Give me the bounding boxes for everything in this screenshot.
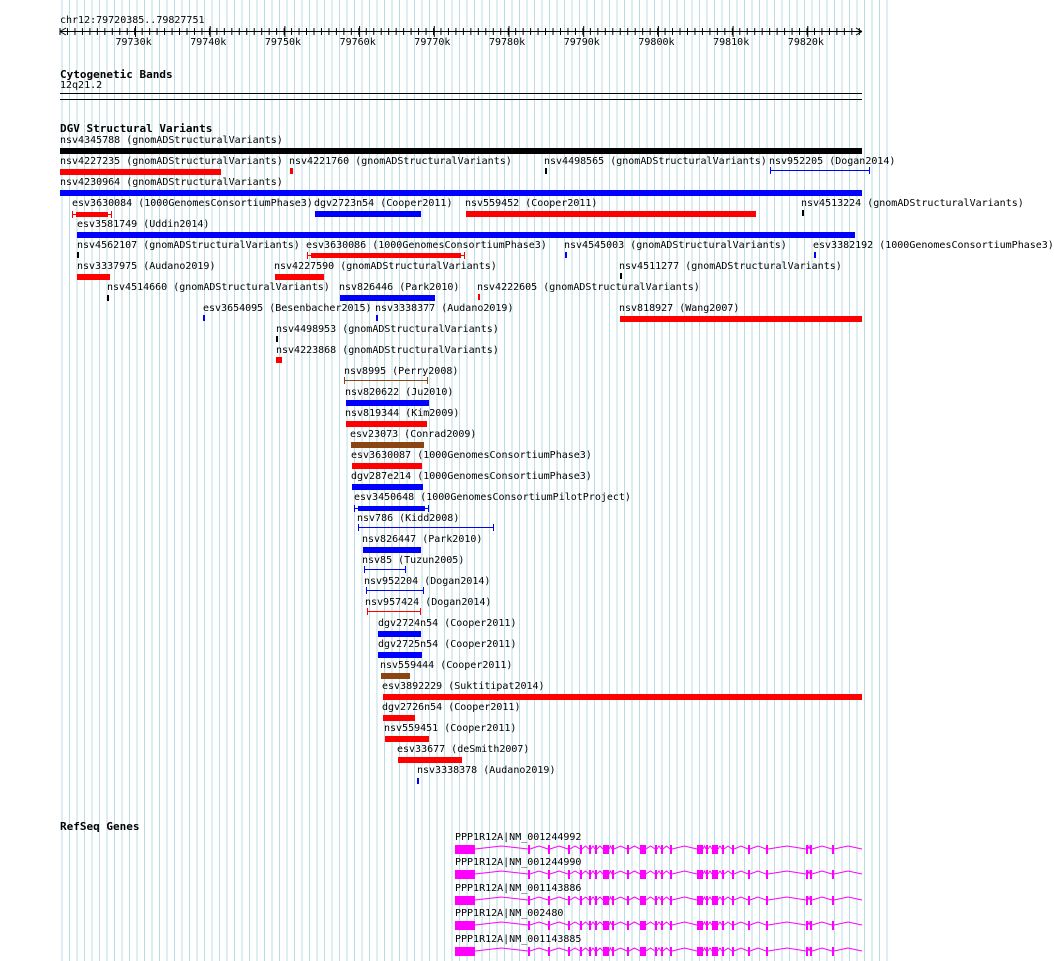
sv-label-esv3630087[interactable]: esv3630087 (1000GenomesConsortiumPhase3) [351, 450, 592, 461]
sv-span-end-nsv8995[interactable] [427, 377, 428, 384]
cytoband-line-bottom [60, 99, 862, 100]
sv-mark-nsv4498565[interactable] [545, 168, 547, 174]
sv-label-nsv819344[interactable]: nsv819344 (Kim2009) [345, 408, 460, 419]
sv-label-nsv818927[interactable]: nsv818927 (Wang2007) [619, 303, 740, 314]
exon-block [627, 845, 629, 854]
exon-block [568, 845, 570, 854]
exon-block [722, 947, 724, 956]
exon-block [748, 896, 750, 905]
exon-block [589, 845, 591, 854]
ruler-tick-label: 79820k [787, 37, 824, 48]
sv-bar-nsv559452[interactable] [466, 211, 756, 217]
exon-block [528, 845, 530, 854]
sv-label-nsv3338377[interactable]: nsv3338377 (Audano2019) [375, 303, 514, 314]
ruler-tick-label: 79750k [264, 37, 302, 48]
sv-span-nsv957424[interactable] [367, 611, 421, 612]
exon-block [670, 921, 672, 930]
sv-bar-nsv4227235[interactable] [60, 169, 221, 175]
exon-block [722, 845, 724, 854]
exon-block [766, 921, 768, 930]
exon-block [627, 921, 629, 930]
sv-label-nsv4511277[interactable]: nsv4511277 (gnomADStructuralVariants) [619, 261, 842, 272]
exon-block [722, 870, 724, 879]
sv-label-nsv8995[interactable]: nsv8995 (Perry2008) [344, 366, 459, 377]
sv-label-nsv3337975[interactable]: nsv3337975 (Audano2019) [77, 261, 216, 272]
sv-span-end-nsv85[interactable] [405, 566, 406, 573]
exon-block [568, 921, 570, 930]
exon-block [568, 947, 570, 956]
intron-line [475, 897, 862, 900]
sv-bar-nsv4223868[interactable] [276, 357, 282, 363]
exon-block [712, 845, 718, 854]
exon-block [580, 870, 582, 879]
sv-bar-esv3892229[interactable] [383, 694, 862, 700]
sv-bar-nsv4230964[interactable] [60, 190, 862, 196]
exon-block [661, 896, 663, 905]
utr-block [455, 896, 475, 905]
ruler-tick-label: 79730k [115, 37, 152, 48]
exon-block [528, 896, 530, 905]
sv-mark-esv3382192[interactable] [814, 252, 816, 258]
exon-block [732, 845, 734, 854]
position-ruler[interactable] [0, 26, 890, 48]
exon-block [612, 947, 614, 956]
exon-block [706, 870, 708, 879]
sv-span-end-nsv786[interactable] [493, 524, 494, 531]
transcript-label[interactable]: PPP1R12A|NM_001143886 [455, 882, 582, 894]
exon-block [806, 921, 808, 930]
utr-block [455, 921, 475, 930]
exon-block [832, 947, 834, 956]
transcript-label[interactable]: PPP1R12A|NM_001143885 [455, 933, 582, 945]
exon-block [732, 947, 734, 956]
exon-block [595, 870, 597, 879]
sv-label-nsv4498953[interactable]: nsv4498953 (gnomADStructuralVariants) [276, 324, 499, 335]
sv-mark-nsv4511277[interactable] [620, 273, 622, 279]
sv-mark-nsv4514660[interactable] [107, 295, 109, 301]
exon-block [810, 947, 812, 956]
exon-block [603, 896, 609, 905]
exon-block [832, 921, 834, 930]
sv-span-start-nsv85[interactable] [364, 566, 365, 573]
sv-bar-nsv559451[interactable] [385, 736, 429, 742]
sv-label-esv3630086[interactable]: esv3630086 (1000GenomesConsortiumPhase3) [306, 240, 547, 251]
exon-block [580, 896, 582, 905]
sv-label-esv3654095[interactable]: esv3654095 (Besenbacher2015) [203, 303, 372, 314]
exon-block [528, 921, 530, 930]
exon-block [595, 896, 597, 905]
utr-block [455, 947, 475, 956]
sv-bar-dgv2725n54[interactable] [378, 652, 422, 658]
sv-span-nsv85[interactable] [364, 569, 406, 570]
sv-label-nsv85[interactable]: nsv85 (Tuzun2005) [362, 555, 465, 566]
exon-block [766, 896, 768, 905]
exon-block [603, 845, 609, 854]
transcript-model[interactable] [0, 844, 890, 856]
sv-label-nsv957424[interactable]: nsv957424 (Dogan2014) [365, 597, 492, 608]
ruler-tick-label: 79780k [489, 37, 526, 48]
exon-block [580, 921, 582, 930]
exon-block [712, 870, 718, 879]
utr-block [455, 870, 475, 879]
dgv-track-title: DGV Structural Variants [60, 122, 213, 135]
exon-block [810, 921, 812, 930]
exon-block [810, 845, 812, 854]
sv-label-dgv2723n54[interactable]: dgv2723n54 (Cooper2011) [314, 198, 453, 209]
sv-label-nsv4222605[interactable]: nsv4222605 (gnomADStructuralVariants) [477, 282, 700, 293]
transcript-label[interactable]: PPP1R12A|NM_002480 [455, 908, 564, 920]
ruler-tick-label: 79790k [563, 37, 600, 48]
ruler-tick-label: 79770k [414, 37, 451, 48]
sv-label-dgv2726n54[interactable]: dgv2726n54 (Cooper2011) [382, 702, 521, 713]
exon-block [548, 845, 550, 854]
sv-span-start-nsv786[interactable] [358, 524, 359, 531]
exon-block [580, 845, 582, 854]
exon-block [832, 896, 834, 905]
exon-block [697, 870, 703, 879]
sv-label-nsv786[interactable]: nsv786 (Kidd2008) [357, 513, 460, 524]
sv-bar-esv3630086[interactable] [311, 253, 461, 258]
sv-label-nsv4498565[interactable]: nsv4498565 (gnomADStructuralVariants) [544, 156, 767, 167]
exon-block [528, 947, 530, 956]
sv-span-end-nsv952204[interactable] [423, 587, 424, 594]
exon-block [806, 947, 808, 956]
exon-block [697, 947, 703, 956]
exon-block [640, 896, 646, 905]
exon-block [655, 921, 657, 930]
sv-label-nsv952205[interactable]: nsv952205 (Dogan2014) [769, 156, 896, 167]
exon-block [697, 921, 703, 930]
intron-line [475, 846, 862, 849]
exon-block [766, 870, 768, 879]
sv-label-nsv4513224[interactable]: nsv4513224 (gnomADStructuralVariants) [801, 198, 1024, 209]
exon-block [655, 896, 657, 905]
exon-block [627, 870, 629, 879]
sv-label-nsv820622[interactable]: nsv820622 (Ju2010) [345, 387, 454, 398]
exon-block [810, 896, 812, 905]
sv-label-nsv4227590[interactable]: nsv4227590 (gnomADStructuralVariants) [274, 261, 497, 272]
exon-block [612, 845, 614, 854]
exon-block [748, 845, 750, 854]
exon-block [748, 870, 750, 879]
exon-block [640, 870, 646, 879]
sv-label-nsv4221760[interactable]: nsv4221760 (gnomADStructuralVariants) [289, 156, 512, 167]
exon-block [603, 870, 609, 879]
sv-mark-nsv4513224[interactable] [802, 210, 804, 216]
exon-block [595, 947, 597, 956]
exon-block [697, 896, 703, 905]
sv-span-nsv952204[interactable] [366, 590, 424, 591]
sv-label-dgv2725n54[interactable]: dgv2725n54 (Cooper2011) [378, 639, 517, 650]
exon-block [722, 921, 724, 930]
sv-bar-esv3630087[interactable] [352, 463, 422, 469]
sv-label-nsv559451[interactable]: nsv559451 (Cooper2011) [384, 723, 517, 734]
exon-block [661, 947, 663, 956]
sv-bar-nsv826446[interactable] [340, 295, 435, 301]
sv-span-start-esv3630084[interactable] [72, 211, 73, 218]
exon-block [548, 921, 550, 930]
sv-mark-nsv4498953[interactable] [276, 336, 278, 342]
sv-bar-nsv820622[interactable] [346, 400, 429, 406]
exon-block [766, 947, 768, 956]
exon-block [595, 921, 597, 930]
sv-label-nsv4562107[interactable]: nsv4562107 (gnomADStructuralVariants) [77, 240, 300, 251]
exon-block [655, 870, 657, 879]
sv-bar-dgv2726n54[interactable] [383, 715, 415, 721]
sv-label-nsv4514660[interactable]: nsv4514660 (gnomADStructuralVariants) [107, 282, 330, 293]
sv-label-nsv826447[interactable]: nsv826447 (Park2010) [362, 534, 483, 545]
exon-block [748, 947, 750, 956]
exon-block [589, 896, 591, 905]
exon-block [712, 921, 718, 930]
transcript-model[interactable] [0, 946, 890, 958]
exon-block [661, 845, 663, 854]
ruler-tick-label: 79800k [638, 37, 675, 48]
sv-span-nsv786[interactable] [358, 527, 494, 528]
sv-label-nsv559444[interactable]: nsv559444 (Cooper2011) [380, 660, 513, 671]
sv-label-esv3581749[interactable]: esv3581749 (Uddin2014) [77, 219, 210, 230]
exon-block [589, 870, 591, 879]
exon-block [722, 896, 724, 905]
refseq-track-title: RefSeq Genes [60, 820, 140, 833]
sv-span-nsv952205[interactable] [770, 170, 870, 171]
sv-label-esv3630084[interactable]: esv3630084 (1000GenomesConsortiumPhase3) [72, 198, 313, 209]
exon-block [568, 870, 570, 879]
sv-span-end-nsv952205[interactable] [869, 167, 870, 174]
exon-block [595, 845, 597, 854]
sv-bar-nsv826447[interactable] [363, 547, 421, 553]
exon-block [589, 921, 591, 930]
ruler-tick-label: 79760k [339, 37, 376, 48]
sv-bar-nsv819344[interactable] [346, 421, 427, 427]
exon-block [732, 870, 734, 879]
exon-block [655, 947, 657, 956]
intron-line [475, 922, 862, 925]
exon-block [712, 947, 718, 956]
exon-block [732, 921, 734, 930]
exon-block [528, 870, 530, 879]
sv-bar-nsv3337975[interactable] [77, 274, 110, 280]
sv-bar-esv33677[interactable] [398, 757, 462, 763]
sv-span-start-nsv8995[interactable] [344, 377, 345, 384]
exon-block [589, 947, 591, 956]
exon-block [748, 921, 750, 930]
sv-span-start-esv3450648[interactable] [354, 505, 355, 512]
exon-block [706, 896, 708, 905]
sv-bar-esv23073[interactable] [351, 442, 424, 448]
sv-mark-nsv3338378[interactable] [417, 778, 419, 784]
exon-block [580, 947, 582, 956]
sv-label-esv3892229[interactable]: esv3892229 (Suktitipat2014) [382, 681, 545, 692]
sv-bar-dgv2724n54[interactable] [378, 631, 421, 637]
sv-bar-esv3450648[interactable] [358, 506, 425, 511]
cytoband-label: 12q21.2 [60, 80, 103, 91]
exon-block [706, 845, 708, 854]
sv-mark-esv3654095[interactable] [203, 315, 205, 321]
sv-mark-nsv4222605[interactable] [478, 294, 480, 300]
sv-bar-esv3581749[interactable] [77, 232, 855, 238]
exon-block [670, 947, 672, 956]
ruler-tick-label: 79740k [190, 37, 227, 48]
exon-block [627, 896, 629, 905]
exon-block [612, 870, 614, 879]
transcript-model[interactable] [0, 869, 890, 881]
sv-bar-nsv4345788[interactable] [60, 148, 862, 154]
exon-block [697, 845, 703, 854]
sv-bar-esv3630084[interactable] [76, 212, 108, 217]
sv-span-start-nsv952204[interactable] [366, 587, 367, 594]
exon-block [670, 845, 672, 854]
utr-block [455, 845, 475, 854]
sv-bar-dgv287e214[interactable] [352, 484, 423, 490]
sv-label-nsv4345788[interactable]: nsv4345788 (gnomADStructuralVariants) [60, 135, 283, 146]
sv-span-nsv8995[interactable] [344, 380, 428, 381]
sv-label-nsv3338378[interactable]: nsv3338378 (Audano2019) [417, 765, 556, 776]
exon-block [806, 896, 808, 905]
sv-label-esv33677[interactable]: esv33677 (deSmith2007) [397, 744, 530, 755]
sv-span-start-nsv952205[interactable] [770, 167, 771, 174]
sv-label-nsv4227235[interactable]: nsv4227235 (gnomADStructuralVariants) [60, 156, 283, 167]
sv-label-dgv2724n54[interactable]: dgv2724n54 (Cooper2011) [378, 618, 517, 629]
sv-span-end-esv3630084[interactable] [111, 211, 112, 218]
exon-block [810, 870, 812, 879]
ruler-tick-label: 79810k [713, 37, 750, 48]
sv-span-end-esv3630086[interactable] [464, 252, 465, 259]
exon-block [712, 896, 718, 905]
exon-block [640, 845, 646, 854]
exon-block [548, 896, 550, 905]
sv-label-esv3450648[interactable]: esv3450648 (1000GenomesConsortiumPilotProject) [354, 492, 631, 503]
exon-block [832, 870, 834, 879]
sv-label-esv3382192[interactable]: esv3382192 (1000GenomesConsortiumPhase3) [813, 240, 1054, 251]
exon-block [612, 896, 614, 905]
sv-bar-dgv2723n54[interactable] [315, 211, 421, 217]
exon-block [732, 896, 734, 905]
transcript-label[interactable]: PPP1R12A|NM_001244990 [455, 857, 582, 869]
cytoband-line-top [60, 93, 862, 94]
cytogenetic-bands-title: Cytogenetic Bands [60, 68, 173, 81]
transcript-model[interactable] [0, 920, 890, 932]
sv-bar-nsv559444[interactable] [381, 673, 410, 679]
exon-block [548, 947, 550, 956]
sv-label-dgv287e214[interactable]: dgv287e214 (1000GenomesConsortiumPhase3) [351, 471, 592, 482]
exon-block [612, 921, 614, 930]
sv-label-nsv4545003[interactable]: nsv4545003 (gnomADStructuralVariants) [564, 240, 787, 251]
sv-label-esv23073[interactable]: esv23073 (Conrad2009) [350, 429, 477, 440]
transcript-label[interactable]: PPP1R12A|NM_001244992 [455, 832, 582, 843]
exon-block [706, 947, 708, 956]
sv-mark-nsv3338377[interactable] [376, 315, 378, 321]
exon-block [806, 845, 808, 854]
exon-block [603, 921, 609, 930]
exon-block [832, 845, 834, 854]
intron-line [475, 948, 862, 951]
sv-label-nsv826446[interactable]: nsv826446 (Park2010) [339, 282, 460, 293]
sv-bar-nsv4227590[interactable] [275, 274, 324, 280]
sv-label-nsv4230964[interactable]: nsv4230964 (gnomADStructuralVariants) [60, 177, 283, 188]
locus-label: chr12:79720385..79827751 [60, 15, 205, 26]
exon-block [655, 845, 657, 854]
sv-span-end-nsv957424[interactable] [420, 608, 421, 615]
exon-block [548, 870, 550, 879]
sv-span-start-nsv957424[interactable] [367, 608, 368, 615]
transcript-model[interactable] [0, 895, 890, 907]
sv-mark-nsv4562107[interactable] [77, 252, 79, 258]
exon-block [640, 921, 646, 930]
sv-mark-nsv4221760[interactable] [290, 168, 293, 174]
sv-mark-nsv4545003[interactable] [565, 252, 567, 258]
exon-block [766, 845, 768, 854]
exon-block [670, 870, 672, 879]
sv-label-nsv559452[interactable]: nsv559452 (Cooper2011) [465, 198, 598, 209]
exon-block [806, 870, 808, 879]
exon-block [661, 870, 663, 879]
sv-span-start-esv3630086[interactable] [307, 252, 308, 259]
exon-block [640, 947, 646, 956]
sv-bar-nsv818927[interactable] [620, 316, 862, 322]
exon-block [661, 921, 663, 930]
exon-block [627, 947, 629, 956]
sv-label-nsv952204[interactable]: nsv952204 (Dogan2014) [364, 576, 491, 587]
exon-block [706, 921, 708, 930]
exon-block [603, 947, 609, 956]
intron-line [475, 871, 862, 874]
sv-span-end-esv3450648[interactable] [428, 505, 429, 512]
sv-label-nsv4223868[interactable]: nsv4223868 (gnomADStructuralVariants) [276, 345, 499, 356]
exon-block [670, 896, 672, 905]
exon-block [568, 896, 570, 905]
